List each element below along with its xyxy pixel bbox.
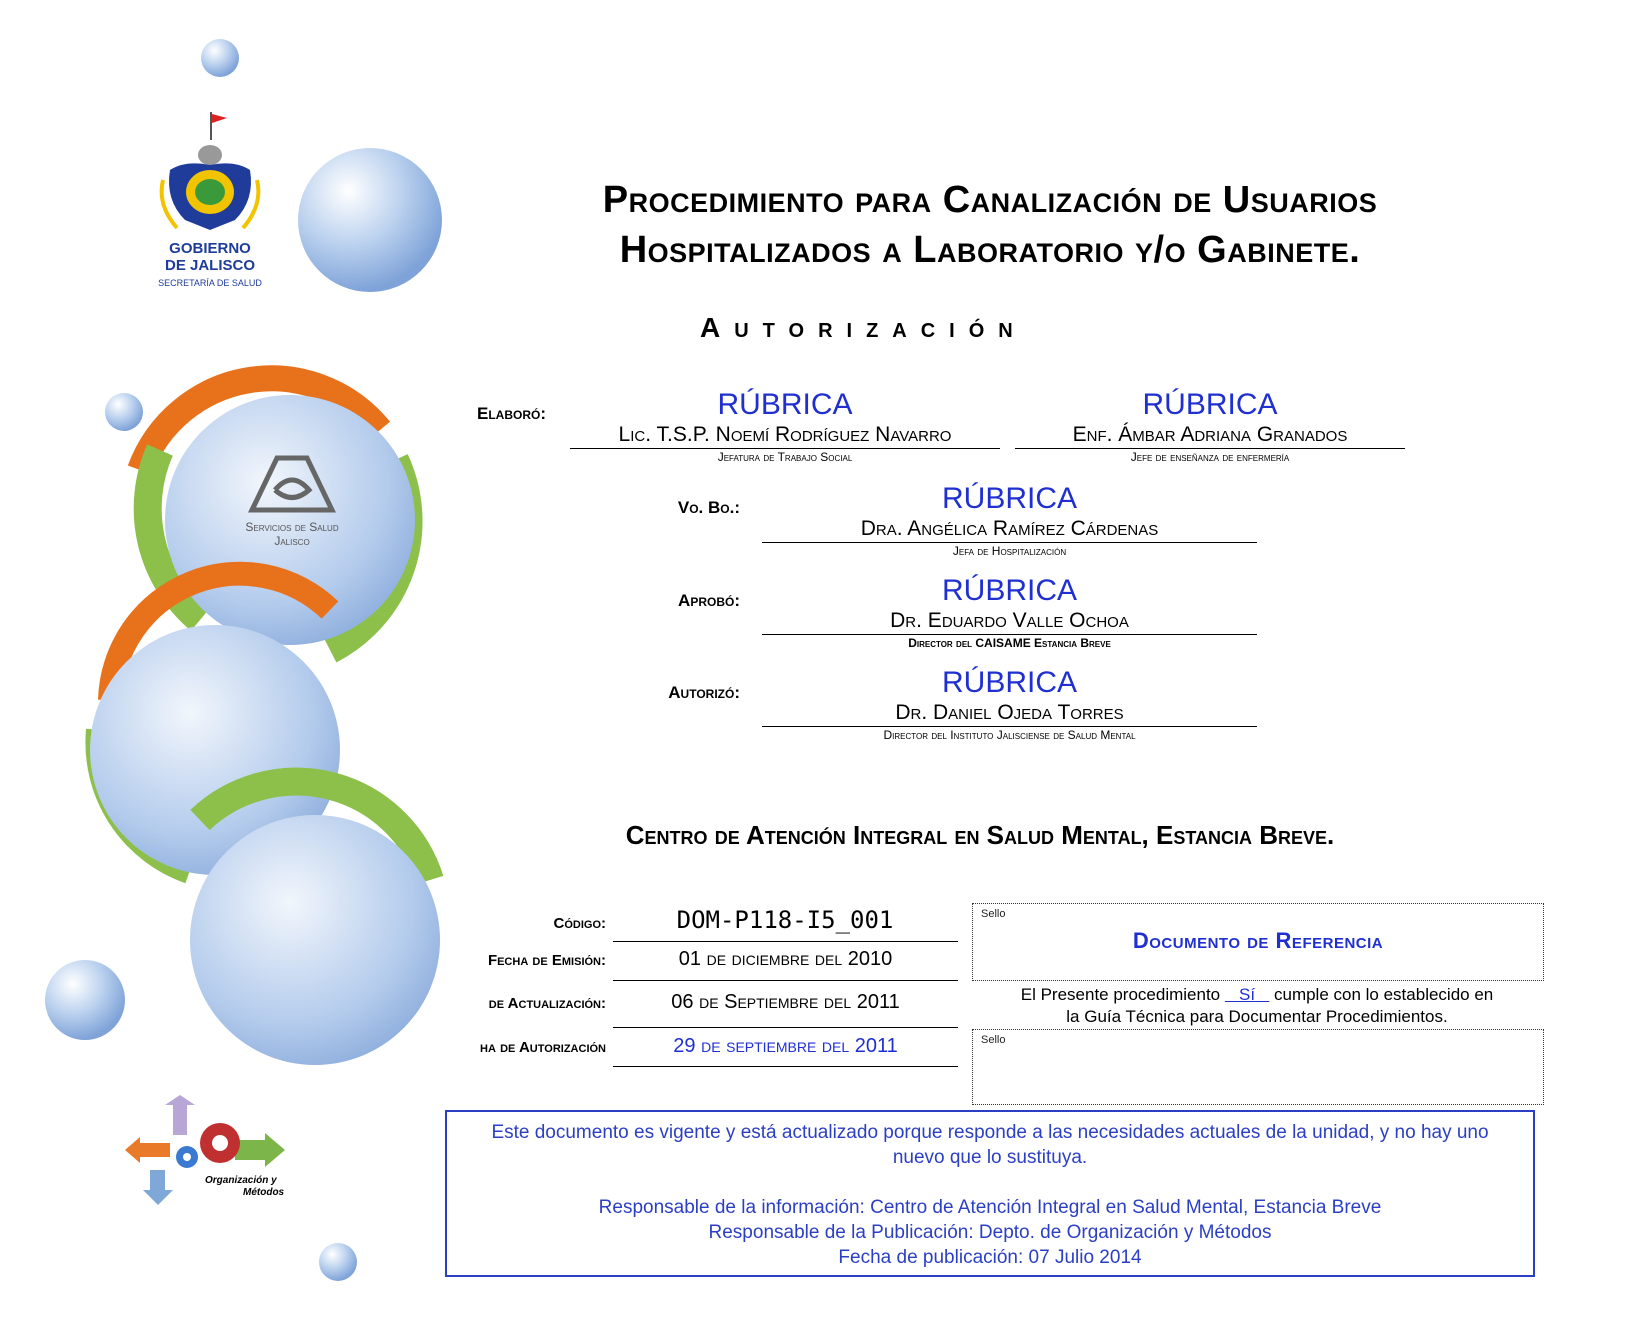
rubrica: RÚBRICA [1142,388,1278,421]
signer-name: Dra. Angélica Ramírez Cárdenas [860,517,1159,540]
sello-box-bottom [972,1029,1544,1105]
gobierno-jalisco-logo [145,110,275,310]
signature-block [570,388,1000,465]
signer-position: Director del CAISAME Estancia Breve [908,636,1111,650]
title-line1: Procedimiento para Canalización de Usuarios [602,179,1378,221]
signature-block [762,574,1257,651]
bubble [201,39,239,77]
vobo-label: Vo. Bo.: [677,498,740,517]
bubble [298,148,442,292]
responsable-pub: Responsable de la Publicación: Depto. de Organización y Métodos [708,1222,1272,1243]
autorizacion-value: 29 de septiembre del 2011 [673,1035,898,1057]
emision-value: 01 de diciembre del 2010 [678,948,893,970]
signer-position: Director del Instituto Jalisciense de Salud Mental [883,728,1136,742]
signer-name: Dr. Daniel Ojeda Torres [895,701,1124,724]
cumple-text [972,984,1542,1028]
signer-name: Dr. Eduardo Valle Ochoa [890,609,1129,632]
field-line [613,1066,958,1067]
coat-of-arms-icon [155,110,265,240]
sello-label: Sello [981,908,1006,920]
gobierno-line2: DE JALISCO [164,257,255,274]
oym-logo [125,1095,305,1205]
bubble [45,960,125,1040]
elaboro-label: Elaboró: [477,404,546,423]
actualizacion-value: 06 de Septiembre del 2011 [671,991,900,1013]
cumple-pre: El Presente procedimiento [1020,985,1225,1004]
signer-name: Lic. T.S.P. Noemí Rodríguez Navarro [618,423,952,446]
responsable-info: Responsable de la información: Centro de Atención Integral en Salud Mental, Estancia Breve [598,1197,1382,1218]
rubrica: RÚBRICA [941,574,1077,607]
ssj-line2: Jalisco [274,534,310,548]
oym-line2: Métodos [243,1187,285,1198]
signature-block [762,482,1257,559]
cumple-value-text: Sí [1239,985,1256,1004]
section-heading: Autorización [700,312,1027,343]
codigo-value: DOM-P118-I5_001 [676,906,894,934]
secretaria-salud: SECRETARÍA DE SALUD [158,278,262,288]
signature-block [1015,388,1405,465]
autorizo-label: Autorizó: [668,683,740,702]
rubrica: RÚBRICA [941,666,1077,699]
fecha-pub: Fecha de publicación: 07 Julio 2014 [838,1247,1142,1268]
actualizacion-label: de Actualización: [488,995,606,1012]
sello-label: Sello [981,1034,1006,1046]
sello-box-top [972,903,1544,981]
signer-name: Enf. Ámbar Adriana Granados [1072,423,1348,446]
field-line [613,941,958,942]
ssj-line1: Servicios de Salud [245,520,339,534]
cumple-line1 [972,984,1542,1006]
autorizacion-label: ha de Autorización [480,1039,606,1056]
rubrica: RÚBRICA [941,482,1077,515]
footer-box [445,1110,1535,1277]
signature-block [762,666,1257,743]
field-line [613,1027,958,1028]
emision-label: Fecha de Emisión: [487,952,606,969]
field-line [613,980,958,981]
oym-line1: Organización y [205,1175,277,1186]
doc-ref-title: Documento de Referencia [1132,928,1384,953]
bubble [319,1243,357,1281]
signer-position: Jefatura de Trabajo Social [717,450,853,464]
cumple-line2: la Guía Técnica para Documentar Procedimientos. [1066,1007,1448,1026]
vigente-text: Este documento es vigente y está actualizado porque responde a las necesidades actuales de la unidad, y no hay uno nuevo que lo sustituya. [491,1122,1489,1168]
signer-position: Jefe de enseñanza de enfermería [1130,450,1290,464]
bubble [105,393,143,431]
codigo-label: Código: [553,915,606,932]
ssj-logo [222,450,362,548]
aprobo-label: Aprobó: [678,591,740,610]
cumple-post: cumple con lo establecido en [1269,985,1494,1004]
gobierno-line1: GOBIERNO [169,240,251,257]
centro-title: Centro de Atención Integral en Salud Mental, Estancia Breve. [625,820,1335,850]
signer-position: Jefa de Hospitalización [952,544,1067,558]
cumple-value [1225,985,1269,1004]
bubble-large [190,815,440,1065]
document-title [440,175,1540,275]
ssj-emblem-icon [247,450,337,520]
title-line2: Hospitalizados a Laboratorio y/o Gabinete. [619,229,1361,271]
rubrica: RÚBRICA [717,388,853,421]
